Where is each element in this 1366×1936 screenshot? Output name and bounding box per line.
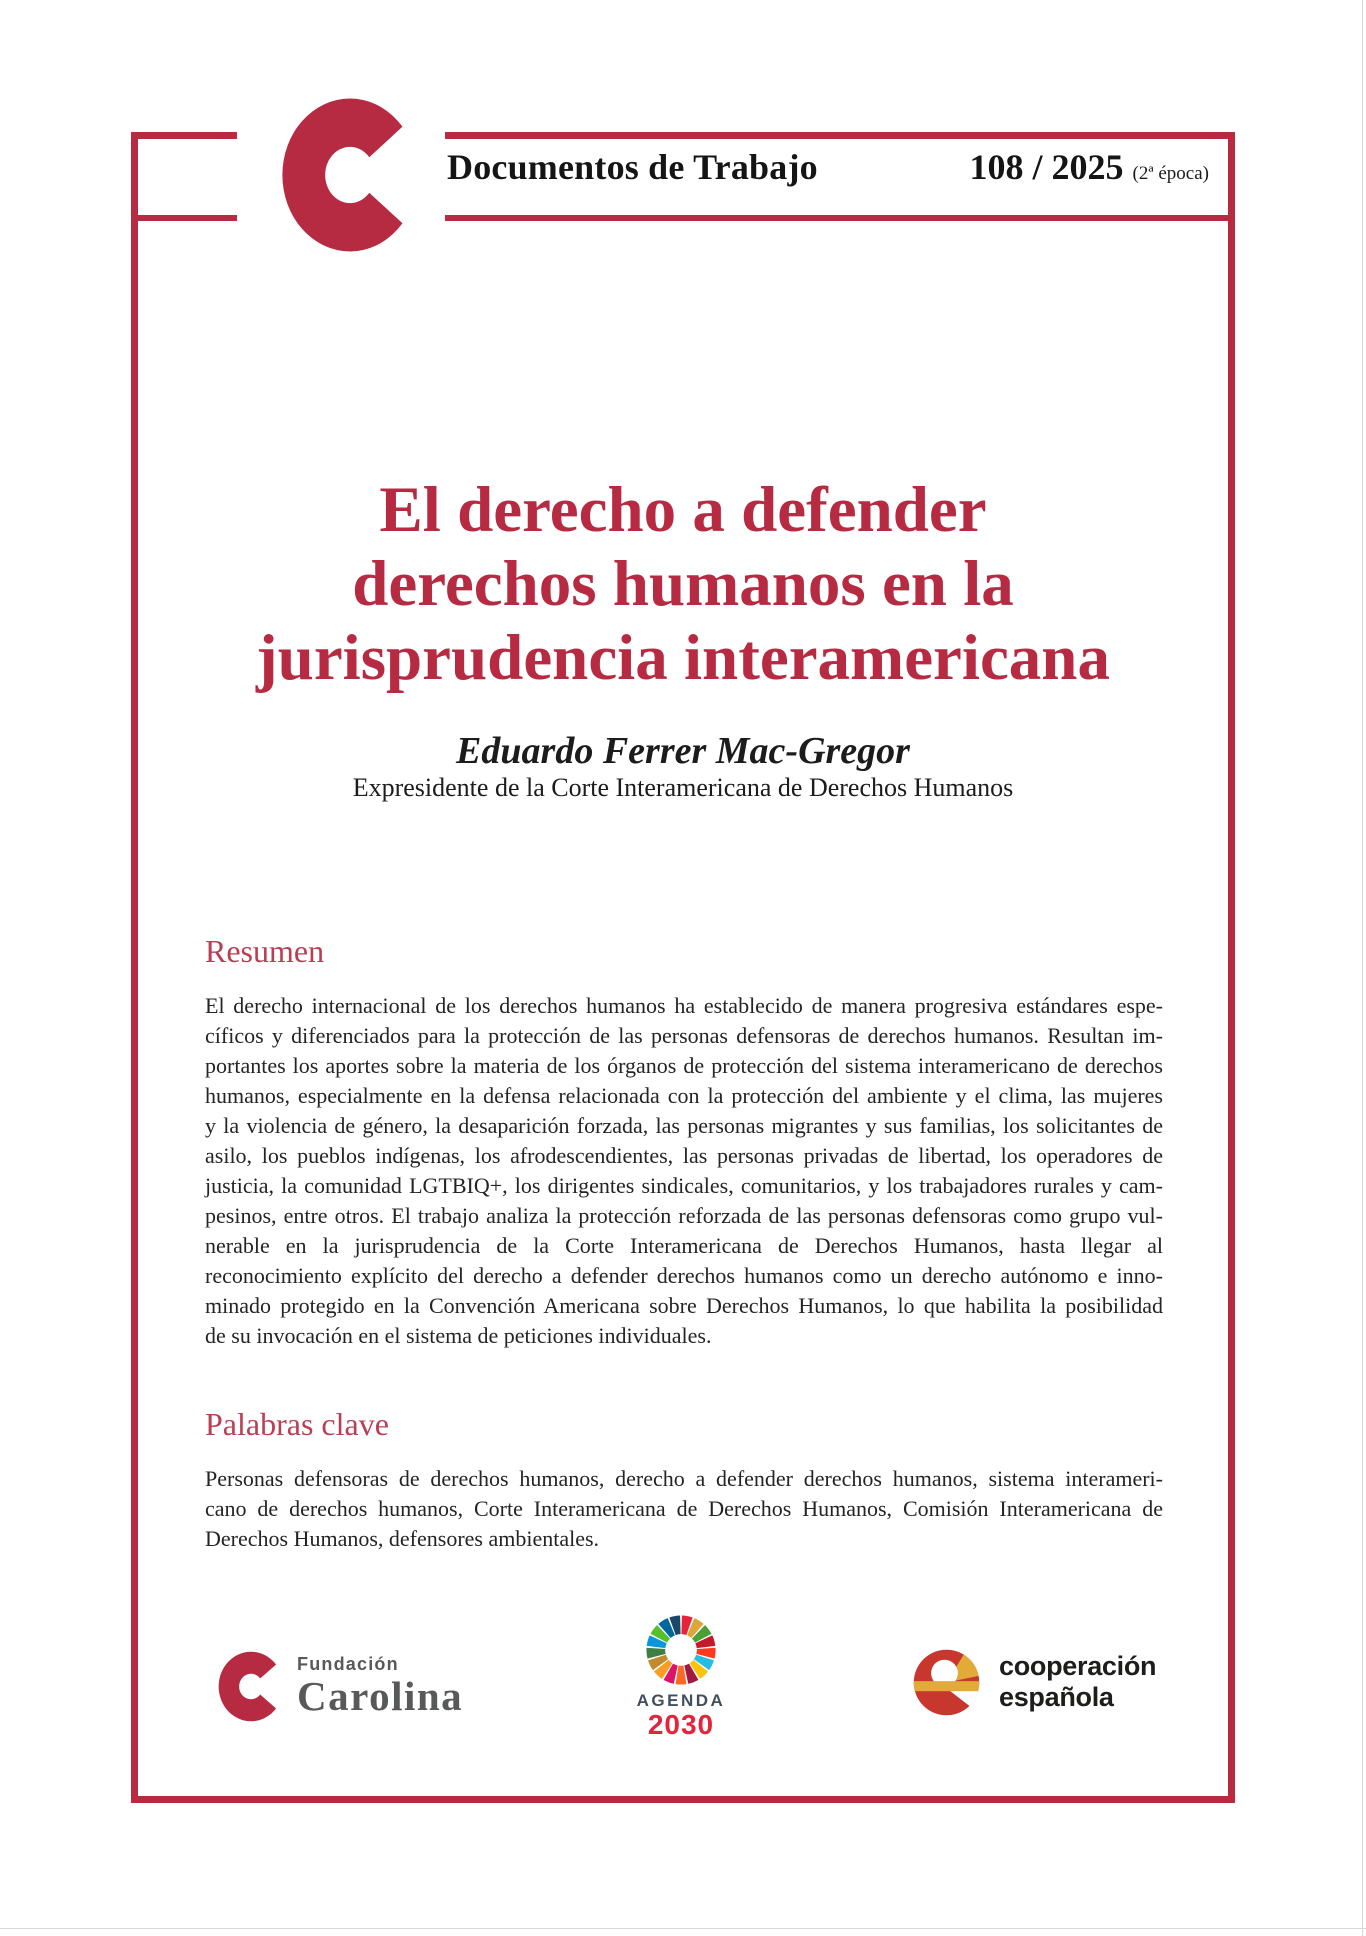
agenda-2030-label: 2030	[647, 1708, 715, 1740]
abstract-text	[205, 991, 1163, 1351]
issue-epoch: (2ª época)	[1132, 163, 1209, 184]
keywords-heading: Palabras clave	[205, 1406, 389, 1442]
abstract-line: pesinos, entre otros. El trabajo analiza la protección reforzada de las personas defensoras como grupo vul-	[205, 1203, 1163, 1228]
abstract-line: El derecho internacional de los derechos humanos ha establecido de manera progresiva estándares espe-	[205, 993, 1163, 1018]
agenda-label: AGENDA	[636, 1691, 726, 1710]
cooperacion-label: cooperación	[999, 1651, 1157, 1681]
abstract-line: asilo, los pueblos indígenas, los afrodescendientes, las personas privadas de libertad, los operadores de	[205, 1143, 1163, 1168]
series-title: Documentos de Trabajo	[447, 147, 818, 187]
author-affiliation: Expresidente de la Corte Interamericana de Derechos Humanos	[352, 773, 1014, 802]
keyword-line: Derechos Humanos, defensores ambientales.	[205, 1526, 600, 1551]
window-bottom-edge	[0, 1928, 1366, 1929]
keyword-line: cano de derechos humanos, Corte Interamericana de Derechos Humanos, Comisión Interamericana de	[205, 1496, 1163, 1521]
fundacion-carolina-c-icon	[218, 1651, 284, 1722]
cooperacion-espanola-e-icon	[913, 1649, 980, 1716]
issue-group	[970, 146, 1209, 188]
fundacion-label: Fundación	[297, 1654, 399, 1674]
issue-number: 108 / 2025	[969, 147, 1124, 187]
agenda-2030-logo	[601, 1614, 761, 1739]
title-line-1: El derecho a defender	[379, 474, 987, 546]
abstract-line: de su invocación en el sistema de peticiones individuales.	[205, 1323, 712, 1348]
window-right-edge	[1362, 0, 1363, 1936]
carolina-label: Carolina	[297, 1673, 464, 1719]
author-name: Eduardo Ferrer Mac-Gregor	[456, 730, 910, 772]
cooperacion-espanola-wordmark	[999, 1651, 1156, 1713]
espanola-label: española	[999, 1682, 1114, 1712]
abstract-line: minado protegido en la Convención Americana sobre Derechos Humanos, lo que habilita la posibilidad	[205, 1293, 1163, 1318]
title-line-2: derechos humanos en la	[352, 548, 1014, 620]
fundacion-carolina-wordmark	[297, 1655, 463, 1717]
abstract-line: portantes los aportes sobre la materia de los órganos de protección del sistema interamericano de derechos	[205, 1053, 1163, 1078]
abstract-line: humanos, especialmente en la defensa relacionada con la protección del ambiente y el clima, las mujeres	[205, 1083, 1163, 1108]
abstract-heading: Resumen	[205, 933, 325, 969]
document-title	[138, 473, 1228, 695]
sdg-wheel-icon	[645, 1614, 717, 1686]
abstract-line: reconocimiento explícito del derecho a defender derechos humanos como un derecho autónomo e inno-	[205, 1263, 1163, 1288]
abstract-line: nerable en la jurisprudencia de la Corte Interamericana de Derechos Humanos, hasta llegar al	[205, 1233, 1163, 1258]
title-line-3: jurisprudencia interamericana	[256, 622, 1110, 694]
header-band	[447, 146, 1209, 188]
abstract-line: justicia, la comunidad LGTBIQ+, los dirigentes sindicales, comunitarios, y los trabajadores rurales y cam-	[205, 1173, 1163, 1198]
keywords-text	[205, 1464, 1163, 1554]
abstract-line: cíficos y diferenciados para la protección de las personas defensoras de derechos humanos. Resultan im-	[205, 1023, 1163, 1048]
carolina-c-icon	[281, 97, 419, 253]
keyword-line: Personas defensoras de derechos humanos, derecho a defender derechos humanos, sistema interameri-	[205, 1466, 1163, 1491]
abstract-line: y la violencia de género, la desaparición forzada, las personas migrantes y sus familias, los solicitantes de	[205, 1113, 1163, 1138]
